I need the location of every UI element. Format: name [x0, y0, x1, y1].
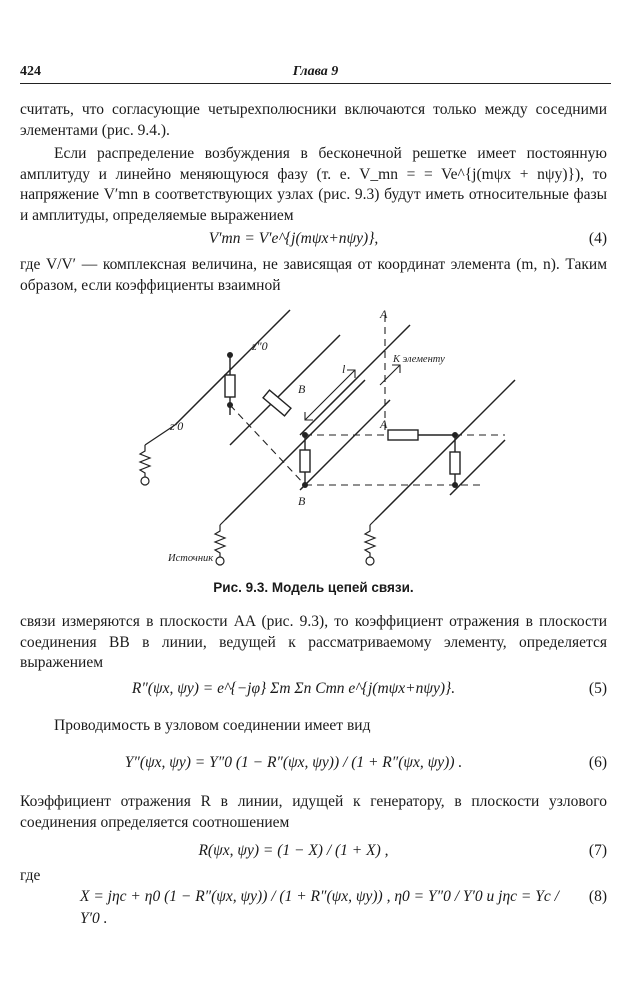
line-2a [225, 380, 365, 520]
junction-dot [452, 432, 458, 438]
line-2b [300, 400, 390, 490]
source-ground-2 [216, 557, 224, 565]
label-source: Источник [168, 553, 214, 564]
equation-6-number: (6) [588, 754, 607, 771]
paragraph-7: где [20, 867, 41, 884]
label-b-bottom: B [298, 494, 306, 508]
label-z0-double: z″0 [252, 339, 268, 353]
paragraph-2: Если распределение возбуждения в бесконечной решетке имеет постоянную амплитуду и линейно меняющуюся фазу (т. е. V_mn = = Ve^{j(mψx + nψy)}), то напряжение V′mn в соответствующих узлах (рис. 9.3) будут иметь относительные фазы и амплитуды, определяемые выражением [20, 145, 607, 224]
dimension-arrow-l [305, 370, 355, 420]
source-zigzag-2 [215, 525, 225, 557]
source-zigzag-3 [365, 525, 375, 557]
paragraph-5: Проводимость в узловом соединении имеет вид [54, 717, 371, 734]
page-number: 424 [20, 64, 41, 79]
equation-4-number: (4) [588, 230, 607, 247]
label-z0-single: z′0 [170, 419, 184, 433]
paragraph-1: считать, что согласующие четырехполюсники включаются только между соседними элементами (рис. 9.4.). [20, 101, 607, 139]
equation-6 [20, 750, 607, 780]
paragraph-4: связи измеряются в плоскости AA (рис. 9.3), то коэффициент отражения в плоскости соединения BB в линии, ведущей к рассматриваемому элементу, определяется выражением [20, 613, 607, 671]
junction-dot [302, 482, 308, 488]
junction-dot [302, 432, 308, 438]
resistor-4 [388, 430, 418, 440]
figure-caption: Рис. 9.3. Модель цепей связи. [213, 580, 414, 595]
equation-7-body: R(ψx, ψy) = (1 − X) / (1 + X) , [198, 842, 389, 859]
label-to-element: К элементу [393, 354, 445, 365]
dash-diagonal [230, 405, 305, 485]
equation-8-body: X = jηc + η0 (1 − R″(ψx, ψy)) / (1 + R″(ψx, ψy)) , η0 = Y″0 / Y′0 и jηc = Yc / Y′0 . [80, 888, 559, 927]
label-a-top: A [380, 307, 388, 321]
equation-8 [20, 886, 607, 930]
label-b-top: B [298, 382, 306, 396]
header-rule [20, 83, 611, 84]
equation-5-number: (5) [588, 680, 607, 697]
junction-dot [227, 352, 233, 358]
resistor-1 [225, 375, 235, 397]
label-l: l [342, 362, 346, 376]
equation-7-number: (7) [588, 842, 607, 859]
source-zigzag-1 [140, 445, 150, 477]
coupling-circuit-figure [130, 305, 530, 570]
paragraph-3: где V/V′ — комплексная величина, не зависящая от координат элемента (m, n). Таким образом, если коэффициенты взаимной [20, 256, 607, 294]
equation-5 [20, 676, 607, 706]
equation-7 [20, 838, 607, 868]
source-ground-1 [141, 477, 149, 485]
to-element-arrow [380, 365, 400, 385]
equation-6-body: Y″(ψx, ψy) = Y″0 (1 − R″(ψx, ψy)) / (1 + R″(ψx, ψy)) . [124, 754, 463, 771]
resistor-2 [263, 390, 291, 416]
equation-4 [20, 226, 607, 252]
line-2c [300, 325, 410, 435]
junction-dot [227, 402, 233, 408]
paragraph-6: Коэффициент отражения R в линии, идущей к генератору, в плоскости узлового соединения определяется соотношением [20, 793, 607, 831]
junction-dot [452, 482, 458, 488]
resistor-5 [450, 452, 460, 474]
source-ground-3 [366, 557, 374, 565]
equation-5-body: R″(ψx, ψy) = e^{−jφ} Σm Σn Cmn e^{j(mψx+nψy)}. [131, 680, 456, 697]
label-a-mid: A [380, 417, 388, 431]
running-header [20, 62, 611, 84]
equation-4-body: V′mn = V′e^{j(mψx+nψy)}, [208, 230, 379, 247]
line-1b [230, 335, 340, 445]
equation-8-number: (8) [588, 888, 607, 905]
resistor-3 [300, 450, 310, 472]
chapter-title: Глава 9 [292, 64, 339, 79]
